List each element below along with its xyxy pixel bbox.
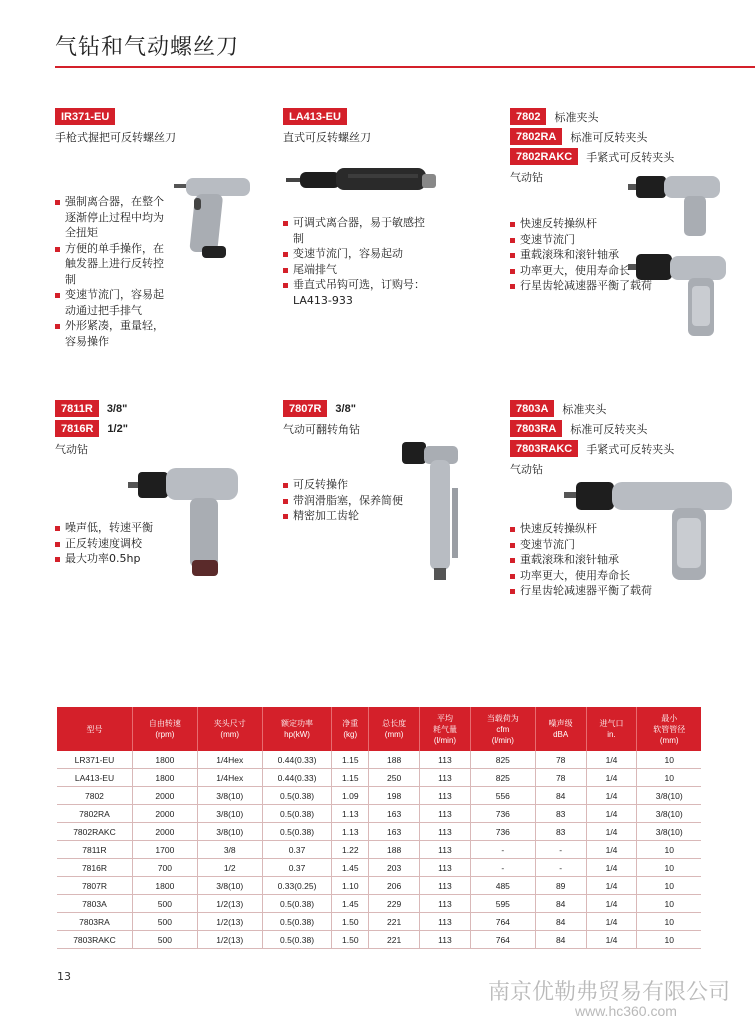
- spec-table: [57, 707, 701, 949]
- feature-item: 尾端排气: [283, 262, 428, 278]
- feature-item: 垂直式吊钩可选，订购号：LA413-933: [283, 277, 428, 308]
- table-cell: 113: [420, 913, 471, 931]
- table-cell: 84: [535, 931, 586, 949]
- table-row: [57, 805, 701, 823]
- table-row: [57, 877, 701, 895]
- table-cell: 0.5(0.38): [262, 931, 332, 949]
- watermark-company: 南京优勒弗贸易有限公司: [488, 980, 731, 1005]
- product-subtitle: 直式可反转螺丝刀: [283, 131, 371, 144]
- page-title: 气钻和气动螺丝刀: [55, 35, 240, 60]
- table-cell: 250: [369, 769, 420, 787]
- page-number: 13: [57, 970, 71, 983]
- product-7807: [283, 400, 463, 437]
- table-cell: 1800: [132, 751, 197, 769]
- product-la413: [283, 108, 463, 145]
- product-subtitle: 气动钻: [510, 171, 543, 184]
- table-cell: 485: [470, 877, 535, 895]
- feature-item: 最大功率0.5hp: [55, 551, 195, 567]
- table-cell: 3/8(10): [197, 805, 262, 823]
- table-header-cell: 最小 软管管径 (mm): [637, 707, 701, 751]
- table-cell: 500: [132, 895, 197, 913]
- table-cell: 0.44(0.33): [262, 751, 332, 769]
- model-tag: 7807R: [283, 400, 327, 417]
- feature-item: 可调式离合器，易于敏感控制: [283, 215, 428, 246]
- table-cell: 825: [470, 751, 535, 769]
- table-cell: 113: [420, 895, 471, 913]
- table-header-cell: 当载荷为 cfm (l/min): [470, 707, 535, 751]
- feature-item: 可反转操作: [283, 477, 423, 493]
- model-desc: 标准可反转夹头: [570, 130, 648, 144]
- table-row: [57, 787, 701, 805]
- table-cell: 7807R: [57, 877, 132, 895]
- feature-item: 重载滚珠和滚针轴承: [510, 247, 670, 263]
- table-cell: LA413-EU: [57, 769, 132, 787]
- feature-item: 功率更大，使用寿命长: [510, 568, 670, 584]
- table-cell: 163: [369, 823, 420, 841]
- table-cell: 10: [637, 841, 701, 859]
- product-subtitle: 气动钻: [510, 463, 543, 476]
- table-cell: 1.50: [332, 913, 369, 931]
- table-cell: 221: [369, 931, 420, 949]
- feature-item: 行星齿轮减速器平衡了载荷: [510, 583, 670, 599]
- table-cell: 3/8(10): [637, 805, 701, 823]
- table-cell: 1/4: [586, 841, 637, 859]
- table-cell: 1/4: [586, 913, 637, 931]
- feature-item: 重载滚珠和滚针轴承: [510, 552, 670, 568]
- table-cell: 10: [637, 859, 701, 877]
- product-7803: [510, 400, 750, 477]
- table-cell: 764: [470, 913, 535, 931]
- table-cell: 7803A: [57, 895, 132, 913]
- table-cell: 113: [420, 823, 471, 841]
- model-tag: 7803A: [510, 400, 554, 417]
- table-cell: 1.13: [332, 823, 369, 841]
- table-row: [57, 823, 701, 841]
- table-cell: 84: [535, 895, 586, 913]
- product-subtitle: 气动可翻转角钻: [283, 423, 360, 436]
- feature-item: 变速节流门，容易起动: [283, 246, 428, 262]
- feature-item: 噪声低，转速平衡: [55, 520, 195, 536]
- table-cell: 113: [420, 805, 471, 823]
- table-cell: 3/8: [197, 841, 262, 859]
- feature-list-ir371: [55, 194, 173, 349]
- table-cell: 10: [637, 913, 701, 931]
- table-cell: 2000: [132, 805, 197, 823]
- table-cell: 1/4: [586, 751, 637, 769]
- table-cell: 1.10: [332, 877, 369, 895]
- table-cell: 825: [470, 769, 535, 787]
- table-cell: 198: [369, 787, 420, 805]
- table-cell: 556: [470, 787, 535, 805]
- table-cell: 1/4: [586, 877, 637, 895]
- model-tag: IR371-EU: [55, 108, 115, 125]
- model-tag: 7802: [510, 108, 546, 125]
- model-tag: 7803RA: [510, 420, 562, 437]
- table-row: [57, 931, 701, 949]
- table-cell: 1/4Hex: [197, 769, 262, 787]
- feature-item: 行星齿轮减速器平衡了载荷: [510, 278, 670, 294]
- angle-drill-image: [400, 438, 470, 583]
- feature-item: 功率更大，使用寿命长: [510, 263, 670, 279]
- chuck-size: 3/8": [106, 402, 128, 415]
- straight-screwdriver-image: [284, 160, 444, 210]
- model-desc: 标准可反转夹头: [570, 422, 648, 436]
- feature-list-7802: [510, 216, 670, 294]
- table-cell: -: [535, 859, 586, 877]
- table-header-cell: 平均 耗气量 (l/min): [420, 707, 471, 751]
- table-cell: 7803RA: [57, 913, 132, 931]
- feature-item: 变速节流门: [510, 537, 670, 553]
- table-cell: 2000: [132, 823, 197, 841]
- table-cell: 163: [369, 805, 420, 823]
- table-cell: 7802: [57, 787, 132, 805]
- table-cell: 7811R: [57, 841, 132, 859]
- feature-list-7811: [55, 520, 195, 567]
- model-tag: 7803RAKC: [510, 440, 578, 457]
- table-cell: 1.15: [332, 751, 369, 769]
- table-cell: 3/8(10): [197, 787, 262, 805]
- table-cell: 1/4: [586, 895, 637, 913]
- feature-item: 方便的单手操作，在触发器上进行反转控制: [55, 241, 173, 288]
- table-cell: 1.45: [332, 895, 369, 913]
- model-tag: 7802RA: [510, 128, 562, 145]
- feature-item: 正反转速度调校: [55, 536, 195, 552]
- model-desc: 手紧式可反转夹头: [586, 150, 675, 164]
- table-cell: 1700: [132, 841, 197, 859]
- table-row: [57, 859, 701, 877]
- table-cell: 84: [535, 913, 586, 931]
- chuck-size: 3/8": [335, 402, 356, 415]
- table-cell: 1.13: [332, 805, 369, 823]
- table-cell: 1/2(13): [197, 895, 262, 913]
- model-tag: 7811R: [55, 400, 99, 417]
- table-cell: 113: [420, 877, 471, 895]
- table-header-row: [57, 707, 701, 751]
- table-cell: 113: [420, 769, 471, 787]
- table-cell: 0.5(0.38): [262, 787, 332, 805]
- table-body: [57, 751, 701, 949]
- table-cell: 736: [470, 823, 535, 841]
- table-cell: 1/4Hex: [197, 751, 262, 769]
- table-cell: 1/4: [586, 769, 637, 787]
- table-cell: 7802RA: [57, 805, 132, 823]
- model-desc: 标准夹头: [562, 402, 607, 416]
- table-cell: 89: [535, 877, 586, 895]
- screwdriver-pistol-image: [172, 168, 257, 268]
- table-cell: 7803RAKC: [57, 931, 132, 949]
- table-cell: 764: [470, 931, 535, 949]
- table-cell: 0.37: [262, 859, 332, 877]
- table-cell: 10: [637, 877, 701, 895]
- table-cell: 700: [132, 859, 197, 877]
- table-row: [57, 769, 701, 787]
- table-cell: 0.5(0.38): [262, 805, 332, 823]
- product-7811: [55, 400, 235, 457]
- table-cell: 1/2(13): [197, 913, 262, 931]
- table-cell: 500: [132, 931, 197, 949]
- table-cell: 1.09: [332, 787, 369, 805]
- table-cell: 3/8(10): [197, 877, 262, 895]
- table-cell: 203: [369, 859, 420, 877]
- table-cell: -: [470, 859, 535, 877]
- table-cell: 78: [535, 769, 586, 787]
- table-cell: 1.22: [332, 841, 369, 859]
- table-header-cell: 额定功率 hp(kW): [262, 707, 332, 751]
- table-cell: 10: [637, 895, 701, 913]
- table-row: [57, 895, 701, 913]
- feature-item: 精密加工齿轮: [283, 508, 423, 524]
- table-cell: 595: [470, 895, 535, 913]
- table-cell: 1800: [132, 877, 197, 895]
- chuck-size: 1/2": [107, 422, 128, 435]
- table-cell: 206: [369, 877, 420, 895]
- table-cell: 1/2(13): [197, 931, 262, 949]
- feature-list-7803: [510, 521, 670, 599]
- table-cell: 1/4: [586, 805, 637, 823]
- table-cell: 2000: [132, 787, 197, 805]
- model-tag: 7816R: [55, 420, 99, 437]
- table-row: [57, 841, 701, 859]
- table-cell: 10: [637, 769, 701, 787]
- table-cell: 3/8(10): [637, 823, 701, 841]
- table-header-cell: 型号: [57, 707, 132, 751]
- table-cell: 113: [420, 841, 471, 859]
- table-cell: 10: [637, 751, 701, 769]
- product-subtitle: 手枪式握把可反转螺丝刀: [55, 131, 176, 144]
- table-cell: 113: [420, 931, 471, 949]
- table-cell: 500: [132, 913, 197, 931]
- table-cell: 78: [535, 751, 586, 769]
- table-cell: 113: [420, 787, 471, 805]
- table-cell: 3/8(10): [197, 823, 262, 841]
- model-desc: 手紧式可反转夹头: [586, 442, 675, 456]
- table-cell: 84: [535, 787, 586, 805]
- model-tag: LA413-EU: [283, 108, 347, 125]
- model-desc: 标准夹头: [554, 110, 599, 124]
- product-subtitle: 气动钻: [55, 443, 88, 456]
- watermark-url: www.hc360.com: [575, 1003, 677, 1019]
- table-cell: 1/4: [586, 823, 637, 841]
- feature-item: 变速节流门: [510, 232, 670, 248]
- table-cell: -: [535, 841, 586, 859]
- feature-item: 快速反转操纵杆: [510, 521, 670, 537]
- table-cell: 1/4: [586, 931, 637, 949]
- table-row: [57, 751, 701, 769]
- table-cell: 0.5(0.38): [262, 913, 332, 931]
- table-cell: 10: [637, 931, 701, 949]
- feature-item: 快速反转操纵杆: [510, 216, 670, 232]
- table-cell: 0.5(0.38): [262, 895, 332, 913]
- table-header-cell: 净重 (kg): [332, 707, 369, 751]
- product-ir371: [55, 108, 235, 145]
- table-cell: 1/2: [197, 859, 262, 877]
- table-cell: 221: [369, 913, 420, 931]
- table-cell: 736: [470, 805, 535, 823]
- feature-item: 外形紧凑，重量轻，容易操作: [55, 318, 173, 349]
- table-header-cell: 夹头尺寸 (mm): [197, 707, 262, 751]
- table-cell: 7802RAKC: [57, 823, 132, 841]
- table-cell: 3/8(10): [637, 787, 701, 805]
- title-rule: [55, 66, 755, 68]
- table-cell: 83: [535, 823, 586, 841]
- table-cell: -: [470, 841, 535, 859]
- table-cell: LR371-EU: [57, 751, 132, 769]
- feature-item: 变速节流门，容易起动通过把手排气: [55, 287, 173, 318]
- table-cell: 1.50: [332, 931, 369, 949]
- model-tag: 7802RAKC: [510, 148, 578, 165]
- table-header-cell: 噪声级 dBA: [535, 707, 586, 751]
- table-row: [57, 913, 701, 931]
- table-header-cell: 自由转速 (rpm): [132, 707, 197, 751]
- table-cell: 83: [535, 805, 586, 823]
- table-cell: 1.45: [332, 859, 369, 877]
- table-cell: 1/4: [586, 859, 637, 877]
- feature-item: 强制离合器，在整个逐渐停止过程中均为全扭矩: [55, 194, 173, 241]
- table-cell: 1/4: [586, 787, 637, 805]
- table-cell: 188: [369, 841, 420, 859]
- feature-list-la413: [283, 215, 428, 308]
- table-cell: 229: [369, 895, 420, 913]
- table-header-cell: 进气口 in.: [586, 707, 637, 751]
- table-cell: 0.5(0.38): [262, 823, 332, 841]
- table-cell: 113: [420, 751, 471, 769]
- table-cell: 7816R: [57, 859, 132, 877]
- table-cell: 1800: [132, 769, 197, 787]
- table-cell: 0.44(0.33): [262, 769, 332, 787]
- table-cell: 0.37: [262, 841, 332, 859]
- feature-item: 带润滑脂塞，保养简便: [283, 493, 423, 509]
- table-header-cell: 总长度 (mm): [369, 707, 420, 751]
- table-cell: 113: [420, 859, 471, 877]
- table-cell: 1.15: [332, 769, 369, 787]
- table-cell: 0.33(0.25): [262, 877, 332, 895]
- table-cell: 188: [369, 751, 420, 769]
